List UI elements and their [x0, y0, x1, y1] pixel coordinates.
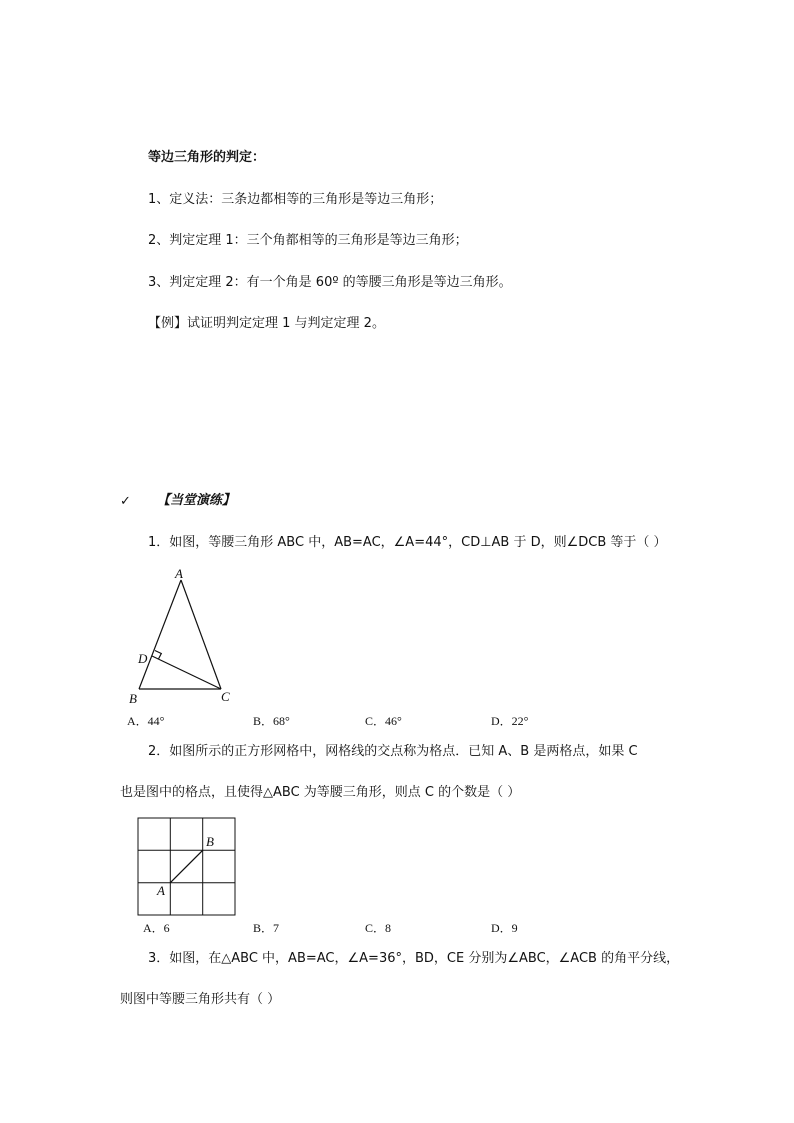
q2-option-a: A．6	[143, 921, 170, 935]
q2-label-b: B	[206, 834, 214, 849]
q1-option-c: C．46°	[365, 714, 402, 728]
criterion-item-2: 2、判定定理 1：三个角都相等的三角形是等边三角形；	[148, 233, 468, 248]
question-2-text-line-2: 也是图中的格点，且使得△ABC 为等腰三角形，则点 C 的个数是（ ）	[120, 785, 521, 800]
question-2-text-line-1: 2．如图所示的正方形网格中，网格线的交点称为格点．已知 A、B 是两格点，如果 C	[148, 744, 638, 759]
q1-label-d: D	[138, 651, 148, 666]
question-3-text-line-2: 则图中等腰三角形共有（ ）	[120, 992, 281, 1007]
q1-label-c: C	[221, 689, 230, 704]
q2-segment-ab	[170, 850, 202, 882]
criterion-item-3: 3、判定定理 2：有一个角是 60º 的等腰三角形是等边三角形。	[148, 275, 512, 290]
q1-label-b: B	[129, 691, 137, 706]
example-prompt: 【例】试证明判定定理 1 与判定定理 2。	[148, 316, 385, 331]
practice-heading: 【当堂演练】	[157, 493, 236, 508]
q2-label-a: A	[157, 883, 165, 898]
criterion-item-1: 1、定义法：三条边都相等的三角形是等边三角形；	[148, 192, 443, 207]
question-1-text: 1．如图，等腰三角形 ABC 中，AB=AC，∠A=44°，CD⊥AB 于 D，则∠DCB 等于（ ）	[148, 535, 667, 550]
q1-option-b: B．68°	[253, 714, 290, 728]
q2-option-b: B．7	[253, 921, 280, 935]
q2-option-d: D．9	[491, 921, 518, 935]
question-3-text-line-1: 3．如图，在△ABC 中，AB=AC，∠A=36°，BD，CE 分别为∠ABC，∠ACB 的角平分线，	[148, 951, 680, 966]
q2-option-c: C．8	[365, 921, 392, 935]
q1-option-a: A．44°	[127, 714, 165, 728]
section-title: 等边三角形的判定：	[148, 150, 266, 165]
check-mark-icon: ✓	[120, 494, 131, 509]
q1-label-a: A	[175, 566, 183, 581]
q1-option-d: D．22°	[491, 714, 529, 728]
